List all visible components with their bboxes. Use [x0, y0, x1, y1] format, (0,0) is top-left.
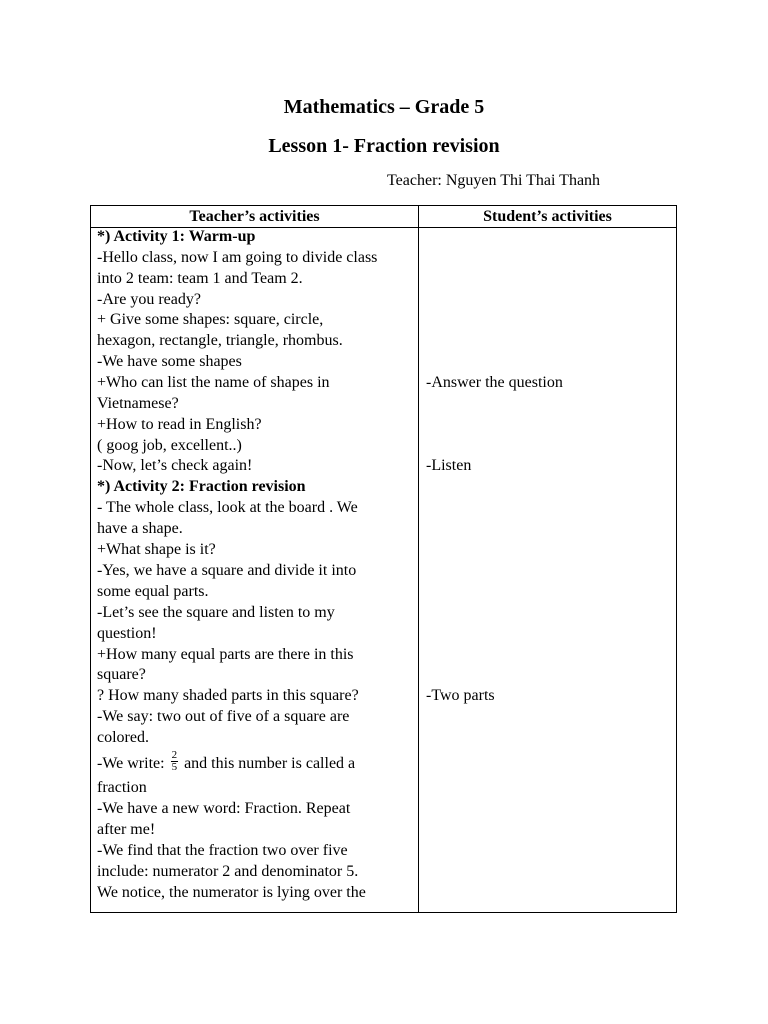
teacher-line: Vietnamese? — [97, 395, 179, 412]
teacher-line: -Let’s see the square and listen to my — [97, 604, 335, 621]
we-write-text: -We write: — [97, 755, 165, 773]
teacher-line: into 2 team: team 1 and Team 2. — [97, 270, 303, 287]
activity-2-heading: *) Activity 2: Fraction revision — [97, 478, 306, 495]
teacher-line: ( goog job, excellent..) — [97, 437, 242, 454]
teacher-line: +How to read in English? — [97, 416, 262, 433]
teacher-line: hexagon, rectangle, triangle, rhombus. — [97, 332, 343, 349]
teacher-line: some equal parts. — [97, 583, 209, 600]
teacher-line: square? — [97, 666, 146, 683]
teacher-line: -Hello class, now I am going to divide class — [97, 249, 378, 266]
activities-table — [90, 205, 677, 913]
student-line-two-parts: -Two parts — [426, 687, 495, 704]
teacher-line: + Give some shapes: square, circle, — [97, 311, 324, 328]
teacher-line: -We say: two out of five of a square are — [97, 708, 350, 725]
fraction-numerator: 2 — [171, 749, 178, 761]
column-divider — [418, 206, 419, 912]
teacher-line: colored. — [97, 729, 149, 746]
teacher-line: We notice, the numerator is lying over the — [97, 884, 366, 901]
teacher-line: +Who can list the name of shapes in — [97, 374, 330, 391]
fraction-two-fifths — [171, 750, 179, 773]
header-student-activities: Student’s activities — [483, 208, 612, 225]
fraction-denominator: 5 — [171, 761, 178, 773]
teacher-line: -Now, let’s check again! — [97, 457, 253, 474]
fraction-caption-text: and this number is called a — [184, 755, 356, 773]
teacher-line: ? How many shaded parts in this square? — [97, 687, 359, 704]
teacher-line: +How many equal parts are there in this — [97, 646, 354, 663]
teacher-name: Teacher: Nguyen Thi Thai Thanh — [387, 172, 601, 189]
teacher-line: -Yes, we have a square and divide it into — [97, 562, 357, 579]
teacher-line: -We have a new word: Fraction. Repeat — [97, 800, 351, 817]
teacher-line: -We have some shapes — [97, 353, 242, 370]
activity-1-heading: *) Activity 1: Warm-up — [97, 228, 256, 245]
lesson-title: Lesson 1- Fraction revision — [268, 135, 500, 157]
teacher-line: +What shape is it? — [97, 541, 216, 558]
teacher-line: fraction — [97, 779, 147, 796]
student-line-answer: -Answer the question — [426, 374, 563, 391]
teacher-line: -Are you ready? — [97, 291, 201, 308]
teacher-line: question! — [97, 625, 157, 642]
header-teacher-activities: Teacher’s activities — [189, 208, 320, 225]
document-title: Mathematics – Grade 5 — [283, 96, 485, 118]
teacher-line: have a shape. — [97, 520, 183, 537]
teacher-line: after me! — [97, 821, 156, 838]
teacher-line: -We find that the fraction two over five — [97, 842, 348, 859]
teacher-line: include: numerator 2 and denominator 5. — [97, 863, 359, 880]
fraction-line — [97, 749, 356, 776]
student-line-listen: -Listen — [426, 457, 472, 474]
teacher-line: - The whole class, look at the board . We — [97, 499, 358, 516]
